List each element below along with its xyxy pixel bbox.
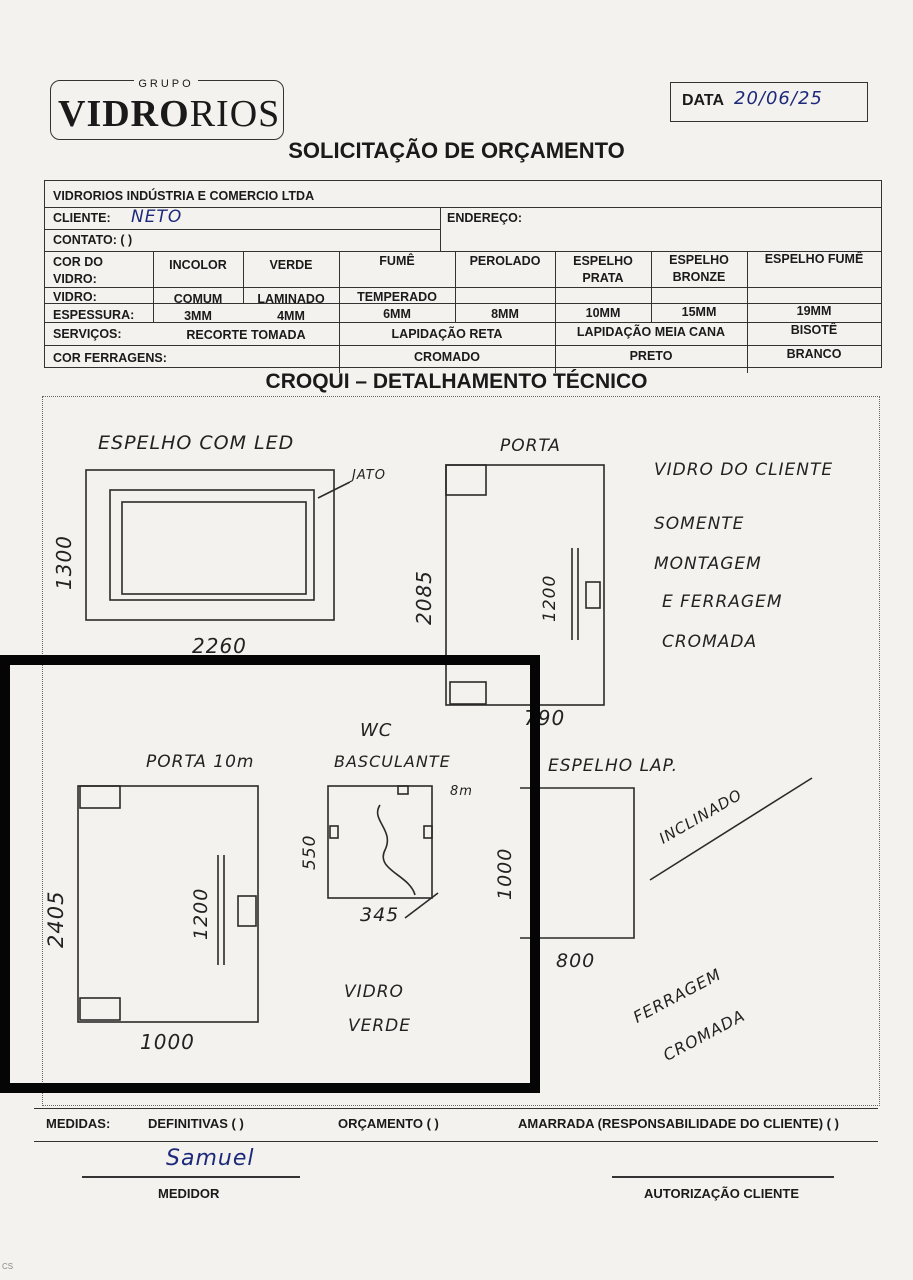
medidas-label: MEDIDAS: xyxy=(46,1116,111,1131)
ferragem-preto: PRETO xyxy=(629,349,673,363)
contato-label: CONTATO: ( ) xyxy=(53,233,133,247)
dim-550: 550 xyxy=(300,834,320,870)
cliente-label: CLIENTE: xyxy=(53,211,111,225)
cor-espelho-bronze: ESPELHO BRONZE xyxy=(669,253,729,284)
servico-lapidacao-reta: LAPIDAÇÃO RETA xyxy=(391,327,503,341)
servicos-label: SERVIÇOS: xyxy=(53,327,122,341)
vidro-laminado: LAMINADO xyxy=(257,292,325,306)
label-vidro: VIDRO xyxy=(344,982,404,1002)
espessura-3mm: 3MM xyxy=(184,309,212,323)
endereco-label: ENDEREÇO: xyxy=(447,211,523,225)
servico-recorte-tomada: RECORTE TOMADA xyxy=(186,328,306,342)
medidor-line xyxy=(82,1176,300,1178)
page-title: SOLICITAÇÃO DE ORÇAMENTO xyxy=(288,138,625,163)
vidro-comum: COMUM xyxy=(173,292,223,306)
label-wc: WC xyxy=(360,720,393,741)
dim-800: 800 xyxy=(556,950,596,972)
dim-1000-mirror: 1000 xyxy=(494,847,516,900)
label-jato: JATO xyxy=(352,468,386,483)
medidas-definitivas: DEFINITIVAS ( ) xyxy=(148,1116,244,1131)
scanner-mark: CS xyxy=(2,1262,14,1271)
autorizacao-line xyxy=(612,1176,834,1178)
ferragens-label: COR FERRAGENS: xyxy=(53,351,167,365)
label-espelho-led: ESPELHO COM LED xyxy=(98,432,295,454)
espessura-8mm: 8MM xyxy=(491,307,519,321)
mirror-inner-outline xyxy=(122,502,306,594)
dim-8mm: 8m xyxy=(450,784,473,799)
espessura-4mm: 4MM xyxy=(277,309,305,323)
logo-top-text: GRUPO xyxy=(50,78,282,90)
dim-1200-bottom: 1200 xyxy=(190,887,212,940)
logo-wordmark: VIDRORIOS xyxy=(58,93,281,135)
mirror-led-outline xyxy=(110,490,314,600)
dim-345: 345 xyxy=(360,904,400,926)
cor-espelho-prata: ESPELHO PRATA xyxy=(573,254,633,285)
dim-1200-top: 1200 xyxy=(540,574,560,622)
medidor-label: MEDIDOR xyxy=(158,1186,220,1201)
cor-perolado: PEROLADO xyxy=(469,254,541,268)
label-porta-10mm: PORTA 10m xyxy=(146,752,255,772)
espessura-19mm: 19MM xyxy=(796,304,832,318)
espessura-label: ESPESSURA: xyxy=(53,308,135,322)
note-somente: SOMENTE xyxy=(654,514,745,534)
cor-fume: FUMÊ xyxy=(379,254,415,268)
medidor-signature: Samuel xyxy=(166,1146,255,1171)
mirror-outer-outline xyxy=(86,470,334,620)
company-name: VIDRORIOS INDÚSTRIA E COMERCIO LTDA xyxy=(53,189,315,203)
cliente-value: NETO xyxy=(131,207,183,227)
dim-2085: 2085 xyxy=(412,570,436,625)
dim-1000-bottom: 1000 xyxy=(140,1030,195,1054)
note-vidro-cliente: VIDRO DO CLIENTE xyxy=(654,460,834,480)
espessura-15mm: 15MM xyxy=(681,305,717,319)
dim-2405: 2405 xyxy=(44,890,68,948)
label-ferragem: FERRAGEM xyxy=(630,964,725,1027)
label-cromada: CROMADA xyxy=(660,1005,749,1065)
espessura-6mm: 6MM xyxy=(383,307,411,321)
dim-1300: 1300 xyxy=(52,535,76,590)
note-ferragem: E FERRAGEM xyxy=(662,592,783,612)
cor-espelho-fume: ESPELHO FUMÊ xyxy=(764,252,864,266)
date-value: 20/06/25 xyxy=(734,88,823,109)
autorizacao-label: AUTORIZAÇÃO CLIENTE xyxy=(644,1186,800,1201)
note-montagem: MONTAGEM xyxy=(654,554,762,574)
medidas-amarrada: AMARRADA (RESPONSABILIDADE DO CLIENTE) ( ) xyxy=(518,1116,839,1131)
cor-vidro-label: COR DO VIDRO: xyxy=(53,255,103,286)
label-verde: VERDE xyxy=(348,1016,412,1036)
label-espelho-lap: ESPELHO LAP. xyxy=(548,756,678,776)
marked-region-frame xyxy=(0,655,540,1093)
label-inclinado: INCLINADO xyxy=(656,785,746,848)
ferragem-cromado: CROMADO xyxy=(414,350,480,364)
vidro-label: VIDRO: xyxy=(53,290,97,304)
label-basculante: BASCULANTE xyxy=(334,752,451,771)
label-porta: PORTA xyxy=(500,436,561,456)
medidas-orcamento: ORÇAMENTO ( ) xyxy=(338,1116,439,1131)
servico-bisote: BISOTÊ xyxy=(790,323,838,337)
cor-verde: VERDE xyxy=(269,258,313,272)
note-cromada: CROMADA xyxy=(662,632,758,652)
servico-lapidacao-meia-cana: LAPIDAÇÃO MEIA CANA xyxy=(576,325,726,339)
ferragem-branco: BRANCO xyxy=(786,347,842,361)
dim-2260: 2260 xyxy=(192,634,247,658)
date-label: DATA xyxy=(682,92,725,109)
espessura-10mm: 10MM xyxy=(585,306,621,320)
vidro-temperado: TEMPERADO xyxy=(357,290,437,304)
dim-790: 790 xyxy=(524,706,566,730)
croqui-title: CROQUI – DETALHAMENTO TÉCNICO xyxy=(265,370,648,393)
cor-incolor: INCOLOR xyxy=(169,258,227,272)
